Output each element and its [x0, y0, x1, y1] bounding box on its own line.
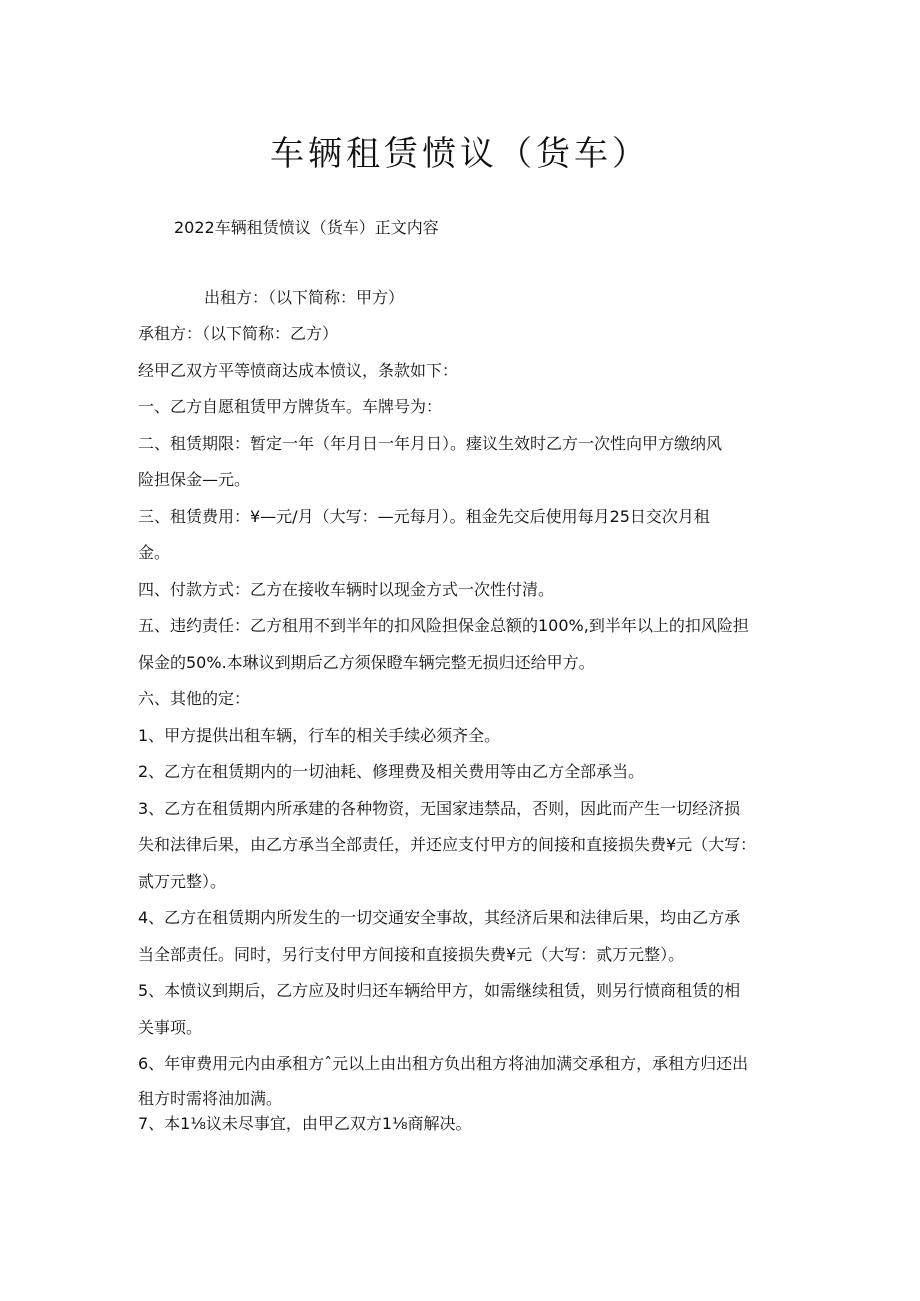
- document-title: 车辆租赁愤议（货车）: [270, 134, 650, 174]
- item-1: 1、甲方提供出租车辆，行车的相关手续必须齐全。: [138, 726, 501, 745]
- item-4-line-2: 当全部责任。同时，另行支付甲方间接和直接损失费¥元（大写：贰万元整）。: [138, 945, 685, 964]
- item-7: 7、本1⅛议未尽事宜，由甲乙双方1⅛商解决。: [138, 1114, 472, 1133]
- clause-4: 四、付款方式：乙方在接收车辆时以现金方式一次性付清。: [138, 580, 555, 599]
- item-6-line-1: 6、年审费用元内由承租方ˆ元以上由出租方负出租方将油加满交承租方，承租方归还出: [138, 1054, 749, 1073]
- item-6-line-2: 租方时需将油加满。: [138, 1089, 283, 1108]
- clause-6-heading: 六、其他的定：: [138, 689, 251, 708]
- clause-5-line-2: 保金的50%.本琳议到期后乙方须保瞪车辆完整无损归还给甲方。: [138, 653, 595, 672]
- intro-paragraph: 经甲乙双方平等愤商达成本愤议，条款如下：: [138, 361, 459, 380]
- item-3-line-2: 失和法律后果，由乙方承当全部责任，并还应支付甲方的间接和直接损失费¥元（大写：: [138, 835, 757, 854]
- clause-1: 一、乙方自愿租赁甲方牌货车。车牌号为：: [138, 397, 443, 416]
- item-3-line-1: 3、乙方在租赁期内所承建的各种物资，无国家违禁品，否则，因此而产生一切经济损: [138, 799, 741, 818]
- clause-2-line-2: 险担保金—元。: [138, 470, 251, 489]
- clause-3-line-1: 三、租赁费用：¥—元/月（大写：—元每月）。租金先交后使用每月25日交次月租: [138, 507, 710, 526]
- party-lessor: 出租方：（以下简称：甲方）: [204, 288, 405, 307]
- item-2: 2、乙方在租赁期内的一切油耗、修理费及相关费用等由乙方全部承当。: [138, 762, 645, 781]
- item-5-line-1: 5、本愤议到期后，乙方应及时归还车辆给甲方，如需继续租赁，则另行愤商租赁的相: [138, 981, 741, 1000]
- clause-5-line-1: 五、违约责任：乙方租用不到半年的扣风险担保金总额的100%,到半年以上的扣风险担: [138, 616, 749, 635]
- item-3-line-3: 贰万元整）。: [138, 872, 227, 891]
- clause-2-line-1: 二、租赁期限：暂定一年（年月日一年月日）。瘗议生效时乙方一次性向甲方缴纳风: [138, 434, 723, 453]
- party-lessee: 承租方：（以下简称：乙方）: [138, 324, 339, 343]
- clause-3-line-2: 金。: [138, 543, 171, 562]
- item-4-line-1: 4、乙方在租赁期内所发生的一切交通安全事故，其经济后果和法律后果，均由乙方承: [138, 908, 741, 927]
- document-subtitle: 2022车辆租赁愤议（货车）正文内容: [174, 218, 439, 237]
- item-5-line-2: 关事项。: [138, 1018, 203, 1037]
